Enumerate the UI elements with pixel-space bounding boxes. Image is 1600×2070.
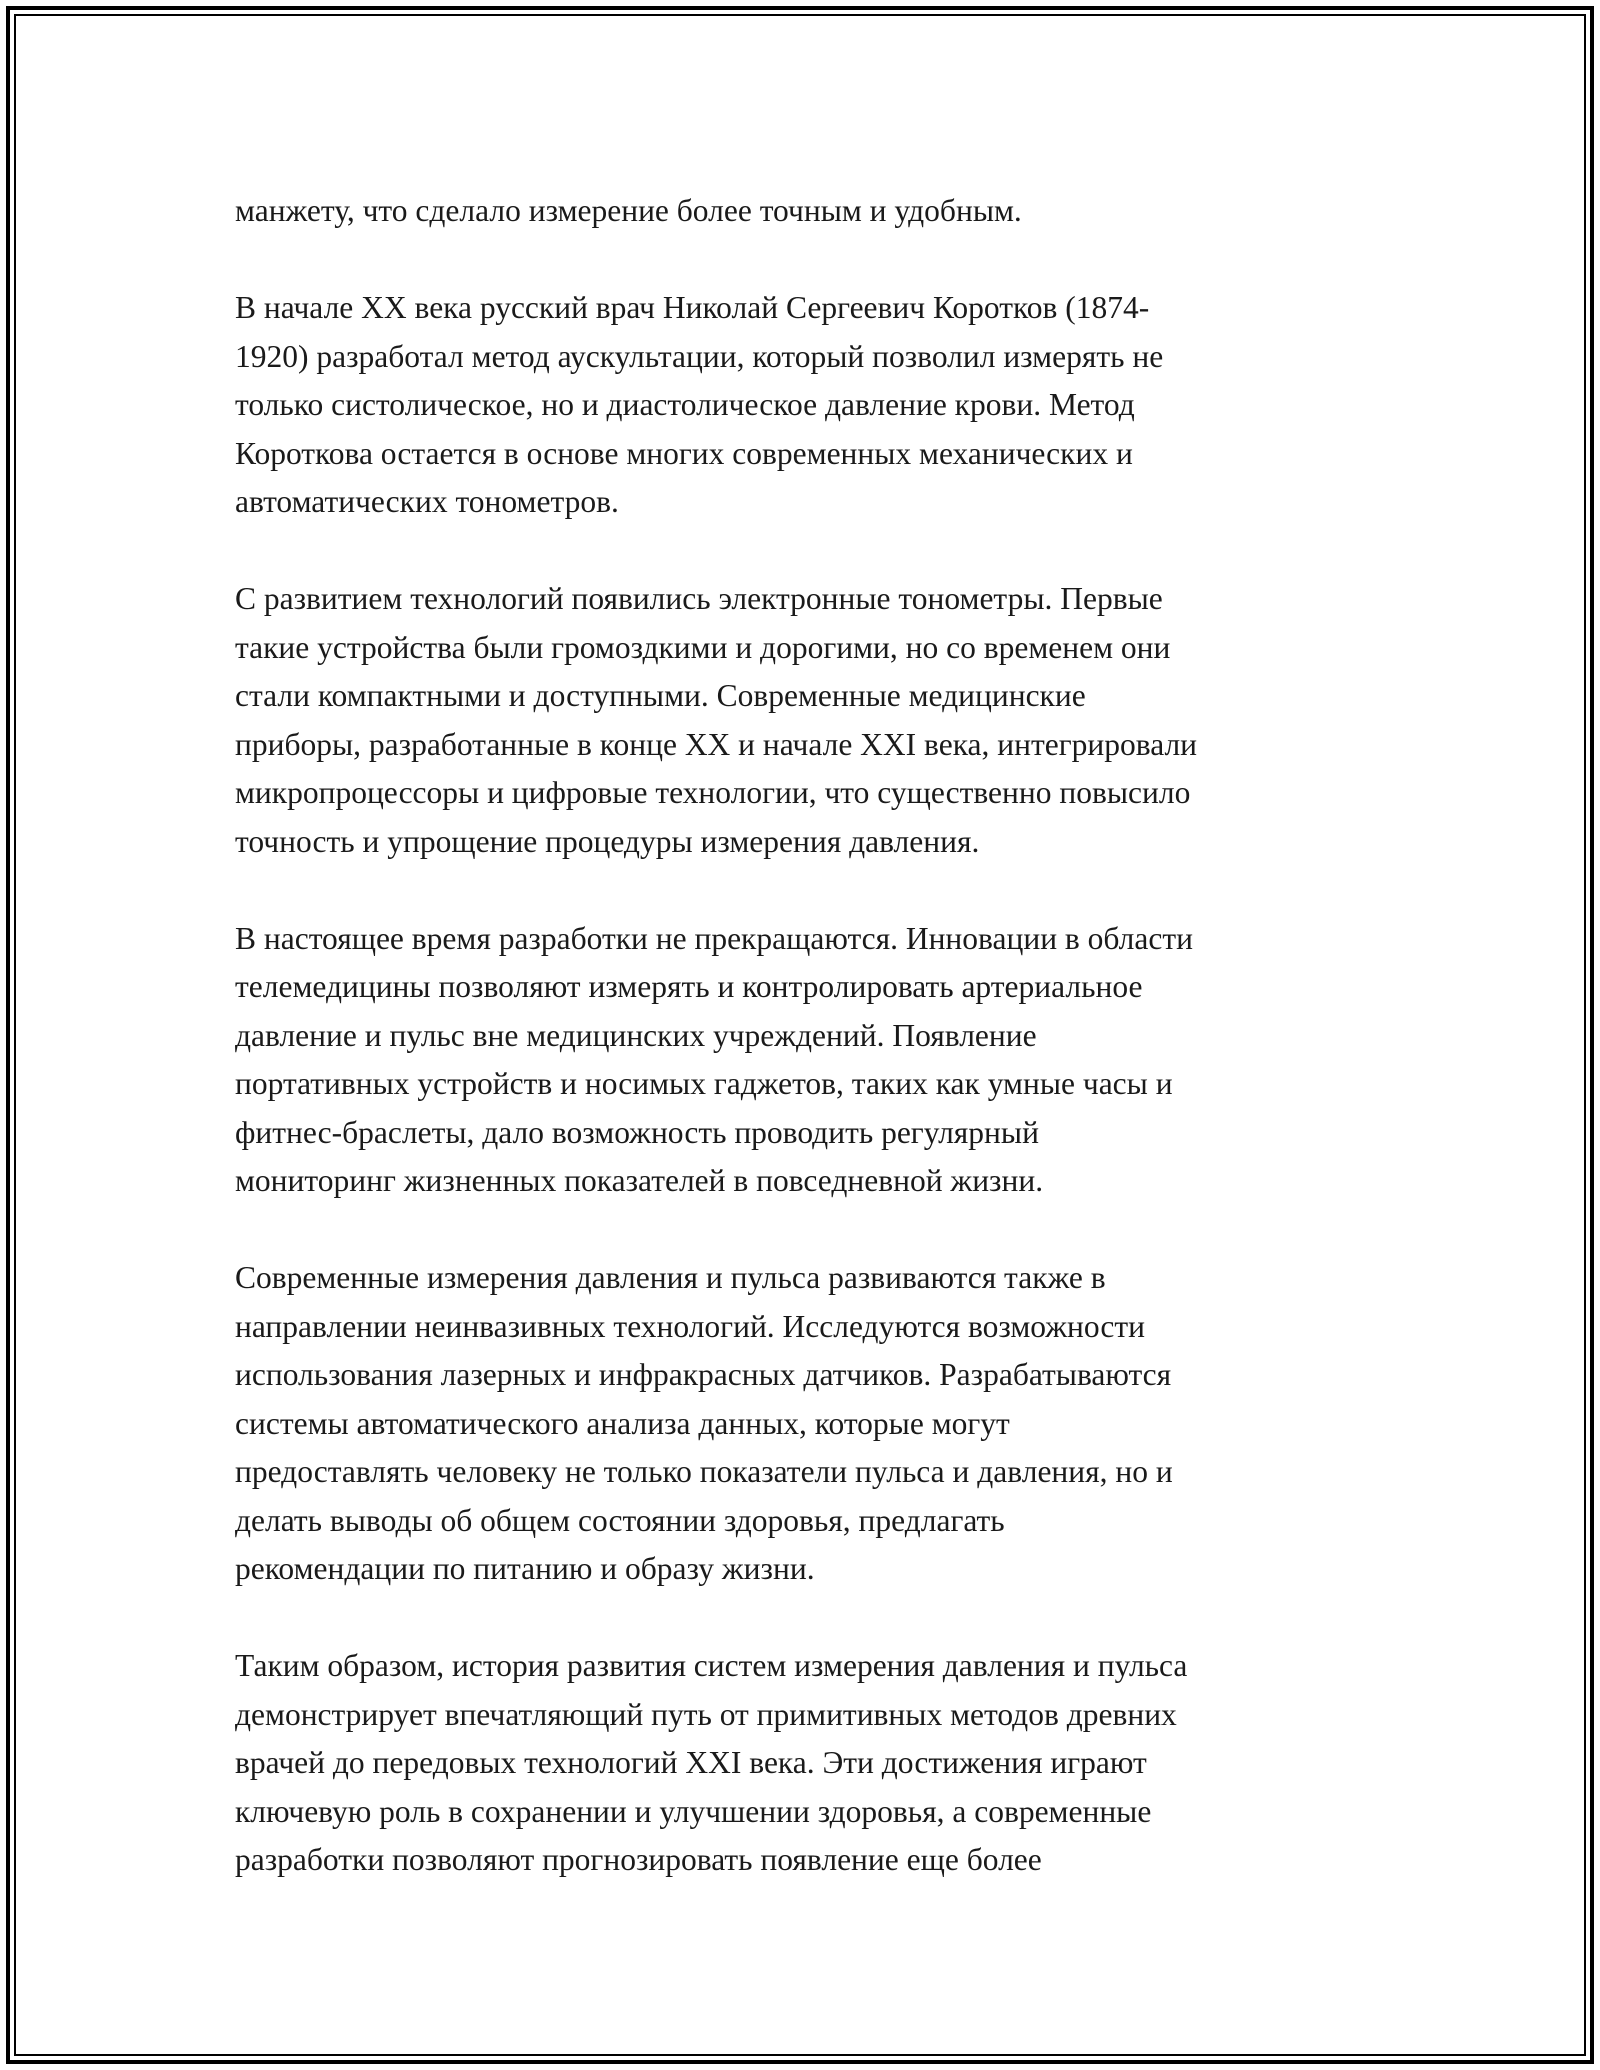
text-line: 1920) разработал метод аускультации, который позволил измерять не: [235, 338, 1164, 374]
text-line: автоматических тонометров.: [235, 484, 619, 519]
text-line: рекомендации по питанию и образу жизни.: [235, 1551, 815, 1586]
text-line: системы автоматического анализа данных, которые могут: [235, 1405, 1010, 1441]
text-line: стали компактными и доступными. Современные медицинские: [235, 678, 1086, 713]
paragraph: [235, 284, 1385, 527]
text-line: Короткова остается в основе многих современных механических и: [235, 435, 1133, 471]
text-line: портативных устройств и носимых гаджетов, таких как умные часы и: [235, 1066, 1173, 1101]
text-line: Таким образом, история развития систем измерения давления и пульса: [235, 1648, 1188, 1683]
document-body: [235, 187, 1385, 1933]
text-line: только систолическое, но и диастолическое давление крови. Метод: [235, 387, 1135, 422]
text-line: точность и упрощение процедуры измерения давления.: [235, 823, 980, 859]
paragraph: [235, 1254, 1385, 1594]
text-line: использования лазерных и инфракрасных датчиков. Разрабатываются: [235, 1357, 1172, 1392]
text-line: Современные измерения давления и пульса развиваются также в: [235, 1260, 1106, 1295]
text-line: телемедицины позволяют измерять и контролировать артериальное: [235, 969, 1143, 1004]
text-line: приборы, разработанные в конце XX и начале XXI века, интегрировали: [235, 726, 1198, 762]
text-line: С развитием технологий появились электронные тонометры. Первые: [235, 581, 1163, 616]
text-line: ключевую роль в сохранении и улучшении здоровья, а современные: [235, 1793, 1152, 1829]
text-line: манжету, что сделало измерение более точным и удобным.: [235, 193, 1022, 228]
text-line: мониторинг жизненных показателей в повседневной жизни.: [235, 1163, 1044, 1198]
text-line: врачей до передовых технологий XXI века. Эти достижения играют: [235, 1745, 1147, 1780]
text-line: направлении неинвазивных технологий. Исследуются возможности: [235, 1308, 1146, 1344]
text-line: разработки позволяют прогнозировать появление еще более: [235, 1842, 1042, 1877]
text-line: давление и пульс вне медицинских учреждений. Появление: [235, 1017, 1037, 1053]
text-line: демонстрирует впечатляющий путь от примитивных методов древних: [235, 1696, 1177, 1732]
text-line: предоставлять человеку не только показатели пульса и давления, но и: [235, 1454, 1173, 1489]
text-line: В настоящее время разработки не прекращаются. Инновации в области: [235, 920, 1193, 956]
text-line: В начале XX века русский врач Николай Сергеевич Коротков (1874-: [235, 290, 1150, 325]
text-line: микропроцессоры и цифровые технологии, что существенно повысило: [235, 775, 1191, 810]
text-line: делать выводы об общем состоянии здоровья, предлагать: [235, 1502, 1005, 1538]
paragraph: [235, 1642, 1385, 1885]
text-line: такие устройства были громоздкими и дорогими, но со временем они: [235, 629, 1171, 665]
paragraph: [235, 575, 1385, 866]
paragraph: [235, 187, 1385, 236]
paragraph: [235, 915, 1385, 1206]
text-line: фитнес-браслеты, дало возможность проводить регулярный: [235, 1114, 1039, 1150]
